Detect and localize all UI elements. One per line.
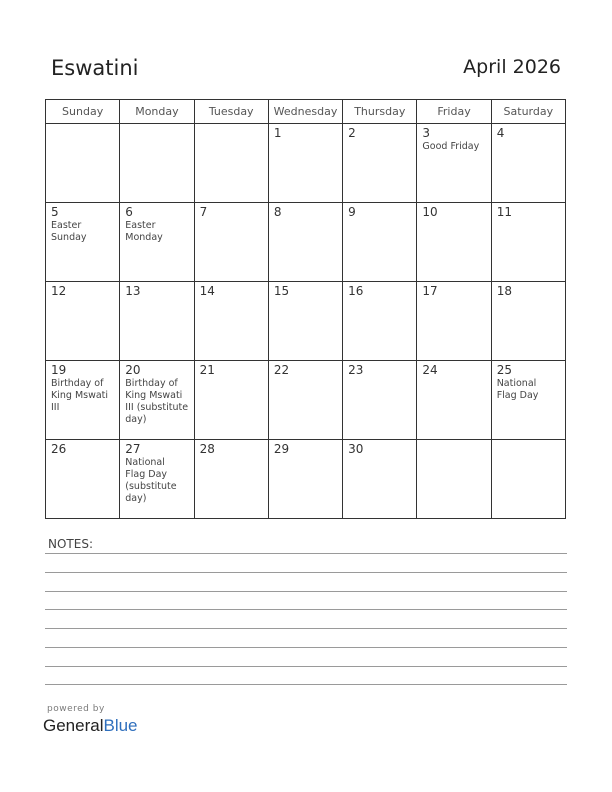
month-year-title: April 2026 [463,56,561,78]
day-number: 20 [125,363,141,377]
day-number: 2 [348,126,356,140]
day-number: 17 [422,284,438,298]
note-line [45,666,567,667]
day-number: 18 [496,284,512,298]
day-cell [268,282,342,361]
day-number: 28 [199,442,215,456]
holiday-event-line: day) [125,414,147,425]
notes-label: NOTES: [48,537,93,551]
week-row [46,124,566,203]
day-cell [343,440,417,519]
holiday-event-line: Good Friday [422,141,480,152]
day-cell [120,124,194,203]
day-cell [268,124,342,203]
calendar-grid [45,99,566,519]
powered-by-text: powered by [47,704,105,714]
day-cell [268,361,342,440]
day-cell [268,440,342,519]
day-cell [417,203,491,282]
holiday-event-line: Easter [51,220,82,231]
holiday-event-line: III (substitute [125,402,189,413]
day-number: 26 [51,442,67,456]
day-cell [46,440,120,519]
day-number: 4 [496,126,505,140]
day-number: 6 [125,205,133,219]
day-number: 19 [51,363,67,377]
brand-blue: Blue [103,716,138,735]
day-cell [491,124,565,203]
holiday-event-line: Easter [125,220,156,231]
holiday-event-line: King Mswati [51,390,109,401]
day-number: 11 [496,205,512,219]
day-number: 27 [125,442,141,456]
holiday-event [51,220,115,244]
day-number: 29 [273,442,290,456]
weekday-header: Tuesday [194,100,268,124]
day-cell [194,282,268,361]
holiday-event-line: Sunday [51,232,87,243]
day-cell [491,282,565,361]
brand-general: General [43,716,104,735]
holiday-event-line: Birthday of [51,378,104,389]
day-cell [46,124,120,203]
week-row [46,203,566,282]
weekday-header: Saturday [491,100,565,124]
day-cell [120,361,194,440]
weekday-header: Wednesday [268,100,342,124]
holiday-event-line: National [496,378,537,389]
day-cell [491,203,565,282]
day-number: 22 [273,363,290,377]
day-number: 30 [348,442,364,456]
day-number: 9 [348,205,356,219]
day-cell [343,361,417,440]
country-title: Eswatini [51,56,139,80]
day-cell [120,440,194,519]
day-cell [46,361,120,440]
day-cell [268,203,342,282]
day-number: 8 [273,205,282,219]
brand-logo [43,716,138,736]
week-row [46,440,566,519]
note-line [45,609,567,610]
weekday-header: Thursday [343,100,417,124]
holiday-event-line: King Mswati [125,390,183,401]
day-cell [491,361,565,440]
day-number: 21 [199,363,215,377]
day-number: 13 [125,284,141,298]
holiday-event-line: National [125,457,165,468]
holiday-event-line: III [51,402,60,413]
note-line [45,628,567,629]
day-number: 1 [273,126,282,140]
day-cell [343,124,417,203]
day-number: 10 [422,205,438,219]
day-cell [491,440,565,519]
note-line [45,553,567,554]
day-cell [46,203,120,282]
weekday-header: Friday [417,100,491,124]
day-cell [194,124,268,203]
day-cell [120,282,194,361]
day-number: 14 [199,284,215,298]
day-cell [417,282,491,361]
weekday-header-row [46,100,566,124]
holiday-event [497,378,561,402]
day-cell [343,282,417,361]
holiday-event-line: day) [125,493,147,504]
day-cell [417,124,491,203]
day-cell [343,203,417,282]
day-number: 25 [496,363,512,377]
weekday-header: Monday [120,100,194,124]
day-number: 12 [51,284,67,298]
day-number: 16 [348,284,364,298]
note-line [45,572,567,573]
holiday-event-line: Flag Day [496,390,539,401]
note-line [45,684,567,685]
day-cell [194,203,268,282]
holiday-event [125,378,189,426]
day-cell [417,361,491,440]
day-number: 3 [422,126,431,140]
holiday-event-line: Birthday of [125,378,178,389]
holiday-event-line: Flag Day [125,469,168,480]
day-number: 24 [422,363,438,377]
day-number: 15 [273,284,290,298]
holiday-event-line: (substitute [125,481,177,492]
note-line [45,591,567,592]
holiday-event [125,220,189,244]
holiday-event [125,457,189,505]
weekday-header: Sunday [46,100,120,124]
day-number: 23 [348,363,364,377]
week-row [46,282,566,361]
day-cell [46,282,120,361]
holiday-event [422,141,486,153]
day-number: 5 [51,205,59,219]
day-number: 7 [199,205,208,219]
day-cell [194,361,268,440]
holiday-event-line: Monday [125,232,163,243]
day-cell [194,440,268,519]
day-cell [417,440,491,519]
note-line [45,647,567,648]
day-cell [120,203,194,282]
holiday-event [51,378,115,414]
week-row [46,361,566,440]
